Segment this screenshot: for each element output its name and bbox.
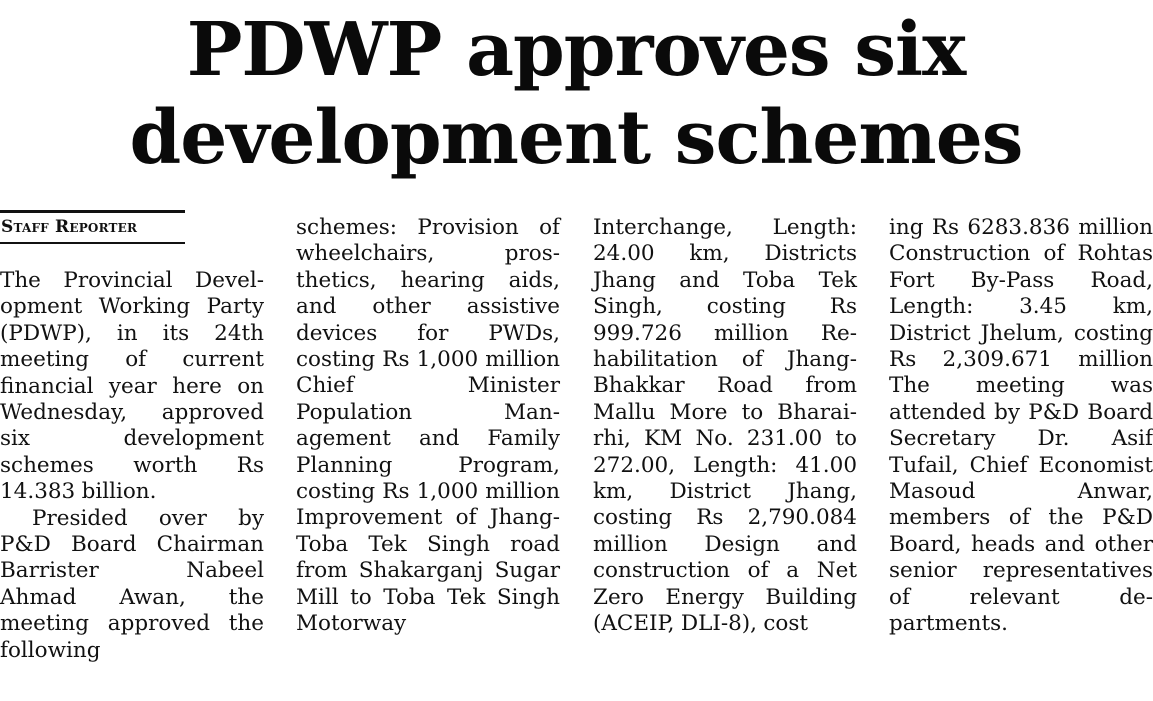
headline-line-1: PDWP approves six [186, 7, 966, 93]
paragraph-presided: Presided over by P&D Board Chairman Barrister Nabeel Ahmad Awan, the meeting approved the following [0, 505, 264, 663]
headline [0, 6, 1152, 182]
article-column-3 [593, 215, 857, 638]
paragraph-intro: The Provincial Development Working Party (PDWP), in its 24th meeting of current financial year here on Wednesday, approved six development schemes worth Rs 14.383 billion. [0, 268, 264, 505]
headline-line-2: development schemes [129, 95, 1023, 181]
article-column-4 [889, 215, 1153, 638]
article-column-2 [296, 215, 560, 638]
article-column-1 [0, 268, 264, 664]
paragraph-schemes-3: ing Rs 6283.836 million Construction of Rohtas Fort By-Pass Road, Length: 3.45 km, District Jhelum, costing Rs 2,309.671 million The meeting was attended by P&D Board Secretary Dr. Asif Tufail, Chief Economist Masoud Anwar, members of the P&D Board, heads and other senior representatives of relevant departments. [889, 215, 1153, 637]
paragraph-schemes-1: schemes: Provision of wheelchairs, prosthetics, hearing aids, and other assistive devices for PWDs, costing Rs 1,000 million Chief Minister Population Management and Family Planning Program, costing Rs 1,000 million Improvement of Jhang-Toba Tek Singh road from Shakarganj Sugar Mill to Toba Tek Singh Motorway [296, 215, 560, 637]
byline: Staff Reporter [0, 210, 185, 244]
paragraph-schemes-2: Interchange, Length: 24.00 km, Districts Jhang and Toba Tek Singh, costing Rs 999.726 million Rehabilitation of Jhang-Bhakkar Road from Mallu More to Bharairhi, KM No. 231.00 to 272.00, Length: 41.00 km, District Jhang, costing Rs 2,790.084 million Design and construction of a Net Zero Energy Building (ACEIP, DLI-8), cost [593, 215, 857, 637]
